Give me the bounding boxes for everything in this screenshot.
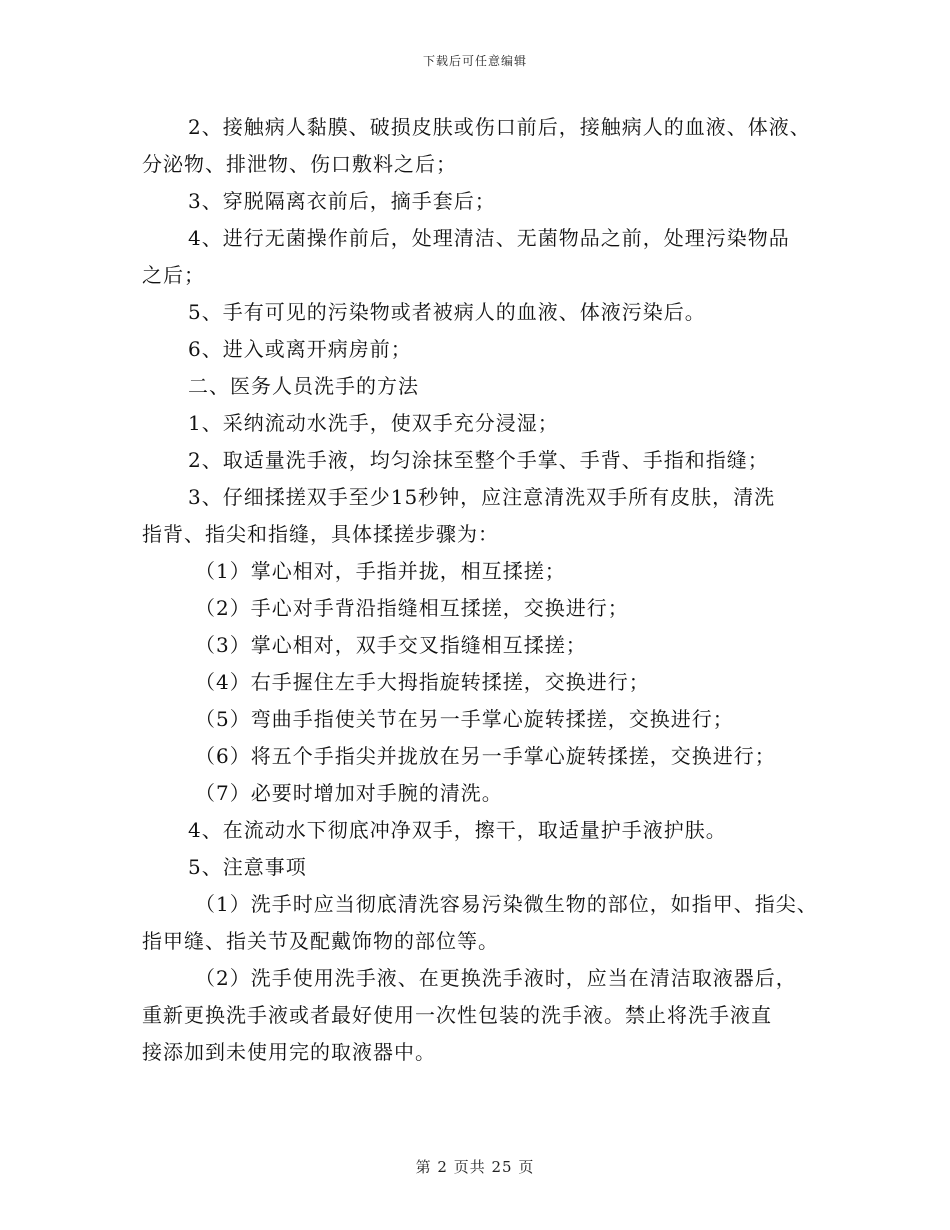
sub-step: （1）掌心相对，手指并拢，相互揉搓； (195, 559, 566, 583)
sub-step: （4）右手握住左手大拇指旋转揉搓，交换进行； (195, 670, 650, 694)
sub-step: （1）洗手时应当彻底清洗容易污染微生物的部位，如指甲、指尖、 (195, 892, 818, 916)
list-item-continuation: 指背、指尖和指缝，具体揉搓步骤为： (142, 522, 499, 546)
sub-step-continuation: 重新更换洗手液或者最好使用一次性包装的洗手液。禁止将洗手液直 (142, 1003, 772, 1027)
sub-step-continuation: 接添加到未使用完的取液器中。 (142, 1040, 436, 1064)
sub-step: （6）将五个手指尖并拢放在另一手掌心旋转揉搓，交换进行； (195, 744, 776, 768)
sub-step: （2）洗手使用洗手液、在更换洗手液时，应当在清洁取液器后， (195, 966, 797, 990)
sub-step: （7）必要时增加对手腕的清洗。 (195, 781, 503, 805)
sub-step-continuation: 指甲缝、指关节及配戴饰物的部位等。 (142, 929, 499, 953)
list-item: 6、进入或离开病房前； (188, 337, 412, 361)
list-item: 5、手有可见的污染物或者被病人的血液、体液污染后。 (188, 300, 706, 324)
list-item-continuation: 分泌物、排泄物、伤口敷料之后； (142, 152, 457, 176)
list-item: 4、在流动水下彻底冲净双手，擦干，取适量护手液护肤。 (188, 818, 727, 842)
section-heading: 二、医务人员洗手的方法 (188, 374, 419, 398)
document-body (142, 109, 842, 1071)
page-header: 下载后可任意编辑 (422, 54, 527, 68)
list-item-continuation: 之后； (142, 263, 205, 287)
sub-step: （5）弯曲手指使关节在另一手掌心旋转揉搓，交换进行； (195, 707, 734, 731)
page-footer: 第 2 页共 25 页 (415, 1158, 535, 1176)
list-item: 2、接触病人黏膜、破损皮肤或伤口前后，接触病人的血液、体液、 (188, 115, 811, 139)
sub-step: （2）手心对手背沿指缝相互揉搓，交换进行； (195, 596, 629, 620)
sub-step: （3）掌心相对，双手交叉指缝相互揉搓； (195, 633, 587, 657)
list-item: 5、注意事项 (188, 855, 307, 879)
list-item: 2、取适量洗手液，均匀涂抹至整个手掌、手背、手指和指缝； (188, 448, 769, 472)
list-item: 1、采纳流动水洗手，使双手充分浸湿； (188, 411, 559, 435)
list-item: 3、仔细揉搓双手至少15秒钟，应注意清洗双手所有皮肤，清洗 (188, 485, 776, 509)
list-item: 4、进行无菌操作前后，处理清洁、无菌物品之前，处理污染物品 (188, 226, 790, 250)
list-item: 3、穿脱隔离衣前后，摘手套后； (188, 189, 496, 213)
